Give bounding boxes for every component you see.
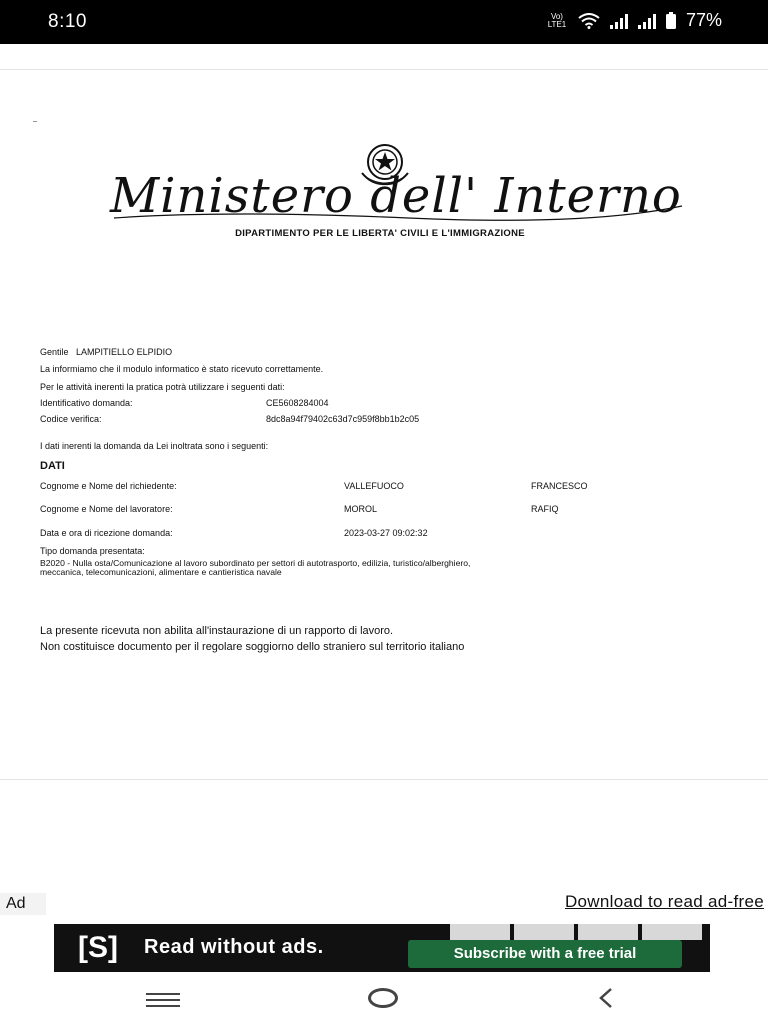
status-icons: [546, 10, 722, 31]
banner-headline: Read without ads.: [144, 936, 324, 958]
ad-banner[interactable]: [54, 924, 710, 972]
worker-name: RAFIQ: [531, 504, 559, 514]
date-label: Data e ora di ricezione domanda:: [40, 528, 173, 538]
download-ad-free-link[interactable]: Download to read ad-free: [564, 892, 764, 911]
applicant-label: Cognome e Nome del richiedente:: [40, 481, 177, 491]
department-subtitle: DIPARTIMENTO PER LE LIBERTA' CIVILI E L'IMMIGRAZIONE: [235, 228, 525, 239]
signal-icon: [610, 13, 628, 29]
type-line-2: meccanica, telecomunicazioni, alimentare e cantieristica navale: [40, 567, 282, 577]
page-bottom-divider: [0, 779, 768, 780]
code-label: Codice verifica:: [40, 414, 102, 424]
status-time: 8:10: [48, 11, 87, 32]
title-underline-decoration: [108, 196, 688, 224]
date-value: 2023-03-27 09:02:32: [344, 528, 428, 538]
page-artifact: [33, 121, 37, 122]
worker-label: Cognome e Nome del lavoratore:: [40, 504, 173, 514]
ad-label: Ad: [0, 893, 46, 915]
menu-icon[interactable]: [146, 993, 180, 1011]
worker-surname: MOROL: [344, 504, 378, 514]
type-label: Tipo domanda presentata:: [40, 546, 145, 556]
info-line: La informiamo che il modulo informatico è stato ricevuto correttamente.: [40, 364, 324, 374]
battery-percentage: 77%: [685, 10, 722, 30]
wifi-icon: [578, 13, 600, 29]
type-line-1: B2020 - Nulla osta/Comunicazione al lavoro subordinato per settori di autotrasporto, edilizia, turistico/alberghiero,: [40, 558, 471, 568]
notice-line-1: La presente ricevuta non abilita all'instaurazione di un rapporto di lavoro.: [40, 625, 394, 637]
free-trial-button[interactable]: Subscribe with a free trial: [408, 940, 682, 968]
back-icon[interactable]: [594, 986, 618, 1010]
greeting-line: [40, 347, 172, 357]
id-label: Identificativo domanda:: [40, 398, 133, 408]
notice-line-2: Non costituisce documento per il regolare soggiorno dello straniero sul territorio italiano: [40, 641, 465, 653]
banner-thumbnails: [450, 924, 710, 940]
scribd-logo: [S]: [78, 931, 118, 964]
volte-indicator: Vo) LTE1: [547, 11, 567, 29]
applicant-name: FRANCESCO: [531, 481, 588, 491]
greeting-label: Gentile: [40, 347, 69, 357]
ministry-title: Ministero dell' Interno: [110, 168, 682, 224]
applicant-surname: VALLEFUOCO: [344, 481, 404, 491]
home-icon[interactable]: [368, 988, 398, 1008]
data-intro: I dati inerenti la domanda da Lei inoltrata sono i seguenti:: [40, 441, 269, 451]
usage-line: Per le attività inerenti la pratica potrà utilizzare i seguenti dati:: [40, 382, 285, 392]
code-value: 8dc8a94f79402c63d7c959f8bb1b2c05: [266, 414, 420, 424]
system-nav-bar: [0, 972, 768, 1024]
battery-icon: [666, 12, 676, 29]
id-value: CE5608284004: [266, 398, 329, 408]
page-top-divider: [0, 69, 768, 70]
status-bar: [0, 0, 768, 44]
signal-icon: [638, 13, 656, 29]
dati-heading: DATI: [40, 460, 65, 472]
greeting-name: LAMPITIELLO ELPIDIO: [76, 347, 173, 357]
